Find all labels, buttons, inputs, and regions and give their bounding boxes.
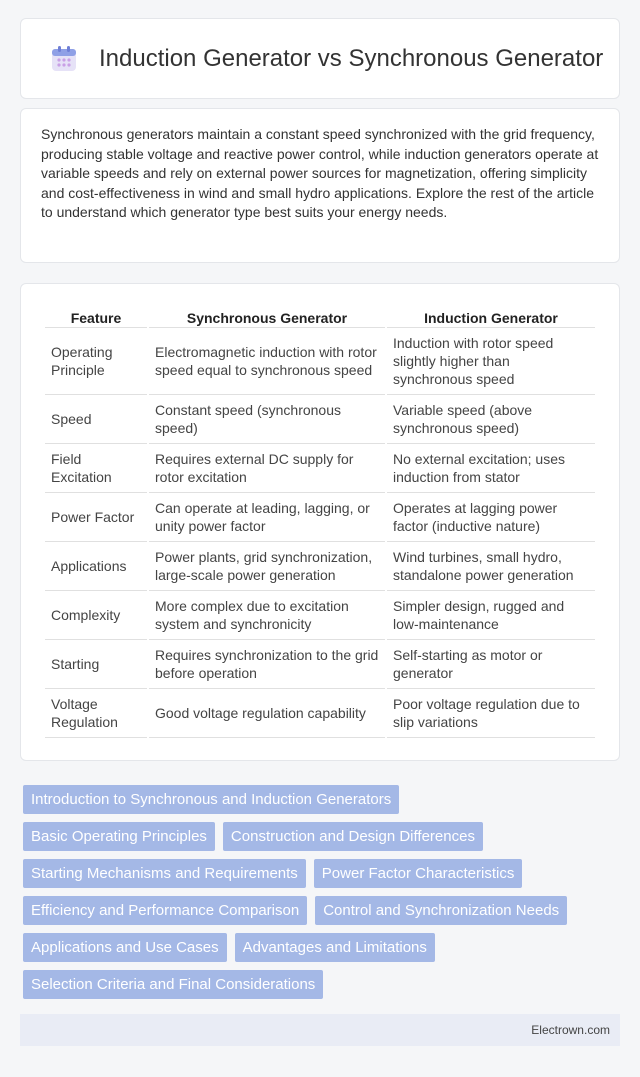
topic-tag-selection[interactable]: Selection Criteria and Final Considerations xyxy=(23,970,323,999)
table-cell: Self-starting as motor or generator xyxy=(387,640,595,689)
table-cell: Power plants, grid synchronization, large-scale power generation xyxy=(149,542,385,591)
table-cell: Can operate at leading, lagging, or unity power factor xyxy=(149,493,385,542)
table-cell: Applications xyxy=(45,542,147,591)
table-header-cell: Induction Generator xyxy=(387,302,595,328)
topic-tag-advantages[interactable]: Advantages and Limitations xyxy=(235,933,435,962)
table-row xyxy=(45,444,595,493)
footer-site-link[interactable]: Electrown.com xyxy=(531,1023,610,1037)
table-cell: Variable speed (above synchronous speed) xyxy=(387,395,595,444)
table-cell: Starting xyxy=(45,640,147,689)
table-cell: No external excitation; uses induction from stator xyxy=(387,444,595,493)
table-cell: Operating Principle xyxy=(45,328,147,395)
topic-tags xyxy=(23,785,623,1007)
topic-tag-basic-principles[interactable]: Basic Operating Principles xyxy=(23,822,215,851)
topic-tag-introduction[interactable]: Introduction to Synchronous and Induction Generators xyxy=(23,785,399,814)
table-cell: Requires synchronization to the grid before operation xyxy=(149,640,385,689)
table-row xyxy=(45,640,595,689)
table-cell: More complex due to excitation system and synchronicity xyxy=(149,591,385,640)
table-row xyxy=(45,591,595,640)
table-cell: Good voltage regulation capability xyxy=(149,689,385,738)
table-cell: Simpler design, rugged and low-maintenance xyxy=(387,591,595,640)
calendar-icon xyxy=(49,44,79,74)
table-row xyxy=(45,395,595,444)
table-row xyxy=(45,542,595,591)
footer xyxy=(20,1014,620,1046)
table-cell: Electromagnetic induction with rotor speed equal to synchronous speed xyxy=(149,328,385,395)
table-cell: Constant speed (synchronous speed) xyxy=(149,395,385,444)
page-title: Induction Generator vs Synchronous Generator xyxy=(99,44,604,72)
topic-tag-starting[interactable]: Starting Mechanisms and Requirements xyxy=(23,859,306,888)
table-cell: Poor voltage regulation due to slip variations xyxy=(387,689,595,738)
comparison-table xyxy=(43,302,597,738)
table-cell: Induction with rotor speed slightly higher than synchronous speed xyxy=(387,328,595,395)
intro-card xyxy=(20,108,620,263)
topic-tag-power-factor[interactable]: Power Factor Characteristics xyxy=(314,859,523,888)
table-cell: Power Factor xyxy=(45,493,147,542)
table-header-cell: Synchronous Generator xyxy=(149,302,385,328)
table-header-cell: Feature xyxy=(45,302,147,328)
table-cell: Requires external DC supply for rotor excitation xyxy=(149,444,385,493)
header-card xyxy=(20,18,620,99)
comparison-table-card xyxy=(20,283,620,761)
topic-tag-applications[interactable]: Applications and Use Cases xyxy=(23,933,227,962)
topic-tag-construction[interactable]: Construction and Design Differences xyxy=(223,822,483,851)
table-cell: Speed xyxy=(45,395,147,444)
table-row xyxy=(45,328,595,395)
table-header-row xyxy=(45,302,595,328)
table-cell: Complexity xyxy=(45,591,147,640)
table-cell: Field Excitation xyxy=(45,444,147,493)
table-row xyxy=(45,493,595,542)
intro-paragraph: Synchronous generators maintain a constant speed synchronized with the grid frequency, producing stable voltage and reactive power control, while induction generators operate at variable speeds and rely on external power sources for magnetization, offering simplicity and cost-effectiveness in wind and small hydro applications. Explore the rest of the article to understand which generator type best suits your energy needs. xyxy=(41,126,599,220)
topic-tag-efficiency[interactable]: Efficiency and Performance Comparison xyxy=(23,896,307,925)
table-cell: Voltage Regulation xyxy=(45,689,147,738)
table-cell: Wind turbines, small hydro, standalone power generation xyxy=(387,542,595,591)
table-cell: Operates at lagging power factor (inductive nature) xyxy=(387,493,595,542)
topic-tag-control[interactable]: Control and Synchronization Needs xyxy=(315,896,567,925)
table-row xyxy=(45,689,595,738)
